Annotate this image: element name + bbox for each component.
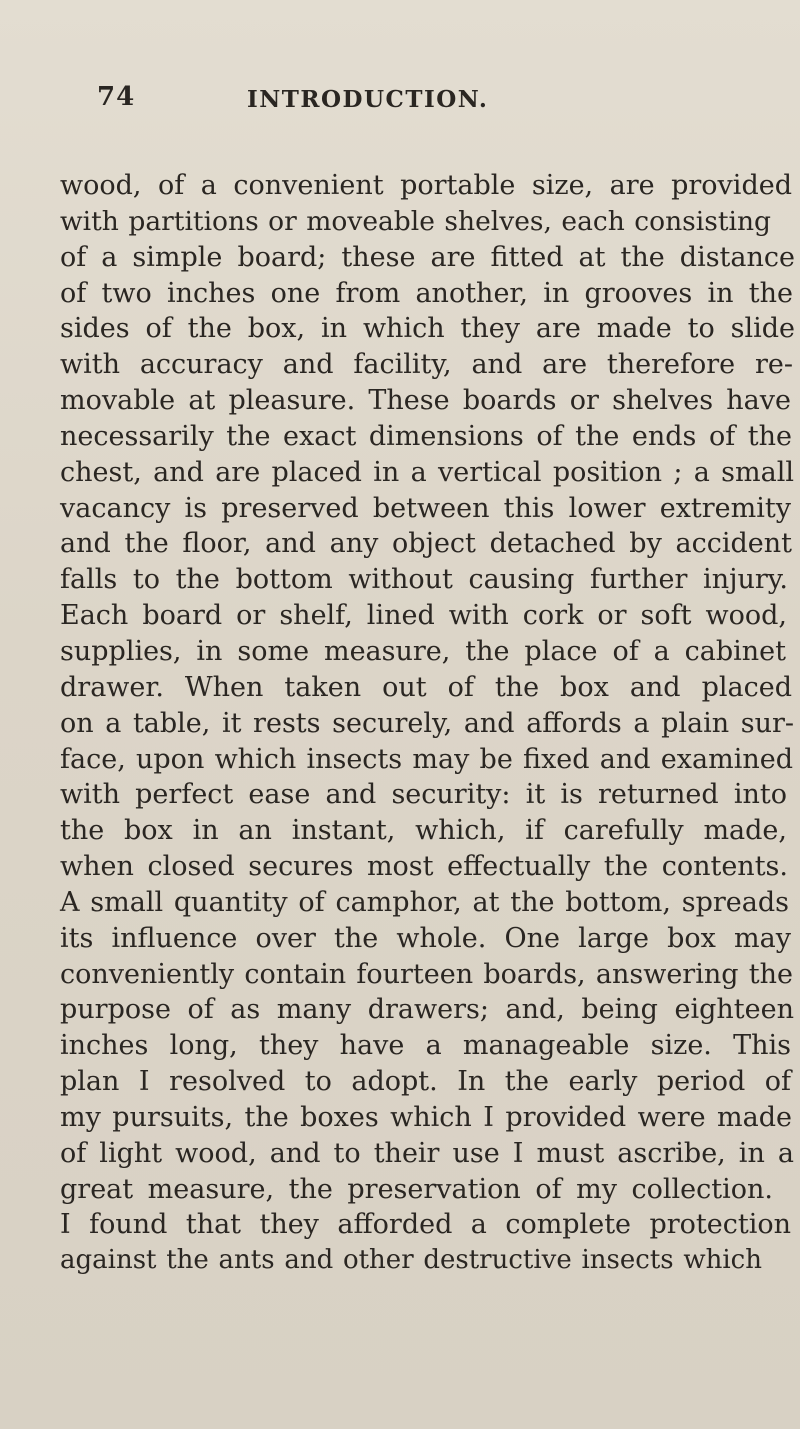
text-line: sides of the box, in which they are made to slide: [60, 313, 795, 345]
text-line: the box in an instant, which, if carefully made,: [60, 815, 787, 847]
text-line: with perfect ease and security: it is returned into: [60, 779, 787, 811]
text-line: necessarily the exact dimensions of the ends of the: [60, 420, 792, 452]
text-line: with partitions or moveable shelves, each consisting: [60, 205, 771, 237]
text-line: face, upon which insects may be fixed and examined: [60, 743, 793, 775]
text-line: of two inches one from another, in grooves in the: [60, 277, 793, 309]
text-line: of light wood, and to their use I must ascribe, in a: [60, 1137, 794, 1169]
text-line: of a simple board; these are fitted at the distance: [60, 241, 795, 273]
text-line: chest, and are placed in a vertical position ; a small: [60, 456, 794, 488]
text-line: on a table, it rests securely, and affords a plain sur-: [60, 707, 794, 739]
text-line: against the ants and other destructive insects which: [60, 1245, 762, 1276]
body-text: [60, 168, 800, 1279]
page-number: 74: [97, 82, 136, 112]
text-line: inches long, they have a manageable size. This: [60, 1030, 791, 1062]
page-header: [0, 82, 800, 122]
text-line: with accuracy and facility, and are therefore re-: [60, 349, 793, 381]
running-title: INTRODUCTION.: [247, 86, 489, 113]
text-line: Each board or shelf, lined with cork or soft wood,: [60, 600, 787, 632]
text-line: A small quantity of camphor, at the bottom, spreads: [60, 886, 789, 918]
text-line: and the floor, and any object detached by accident: [60, 528, 792, 560]
text-line: wood, of a convenient portable size, are provided: [60, 170, 792, 201]
text-line: I found that they afforded a complete protection: [60, 1209, 791, 1241]
text-line: when closed secures most effectually the contents.: [60, 851, 788, 883]
text-line: my pursuits, the boxes which I provided were made: [60, 1101, 792, 1133]
text-line: drawer. When taken out of the box and placed: [60, 671, 792, 703]
text-line: plan I resolved to adopt. In the early period of: [60, 1066, 791, 1098]
text-line: purpose of as many drawers; and, being eighteen: [60, 994, 794, 1026]
text-line: conveniently contain fourteen boards, answering the: [60, 958, 793, 990]
text-line: movable at pleasure. These boards or shelves have: [60, 385, 791, 417]
text-line: great measure, the preservation of my collection.: [60, 1173, 773, 1205]
text-line: vacancy is preserved between this lower extremity: [60, 492, 791, 524]
text-line: supplies, in some measure, the place of a cabinet: [60, 635, 786, 667]
text-line: falls to the bottom without causing further injury.: [60, 564, 788, 596]
text-line: its influence over the whole. One large box may: [60, 922, 791, 954]
